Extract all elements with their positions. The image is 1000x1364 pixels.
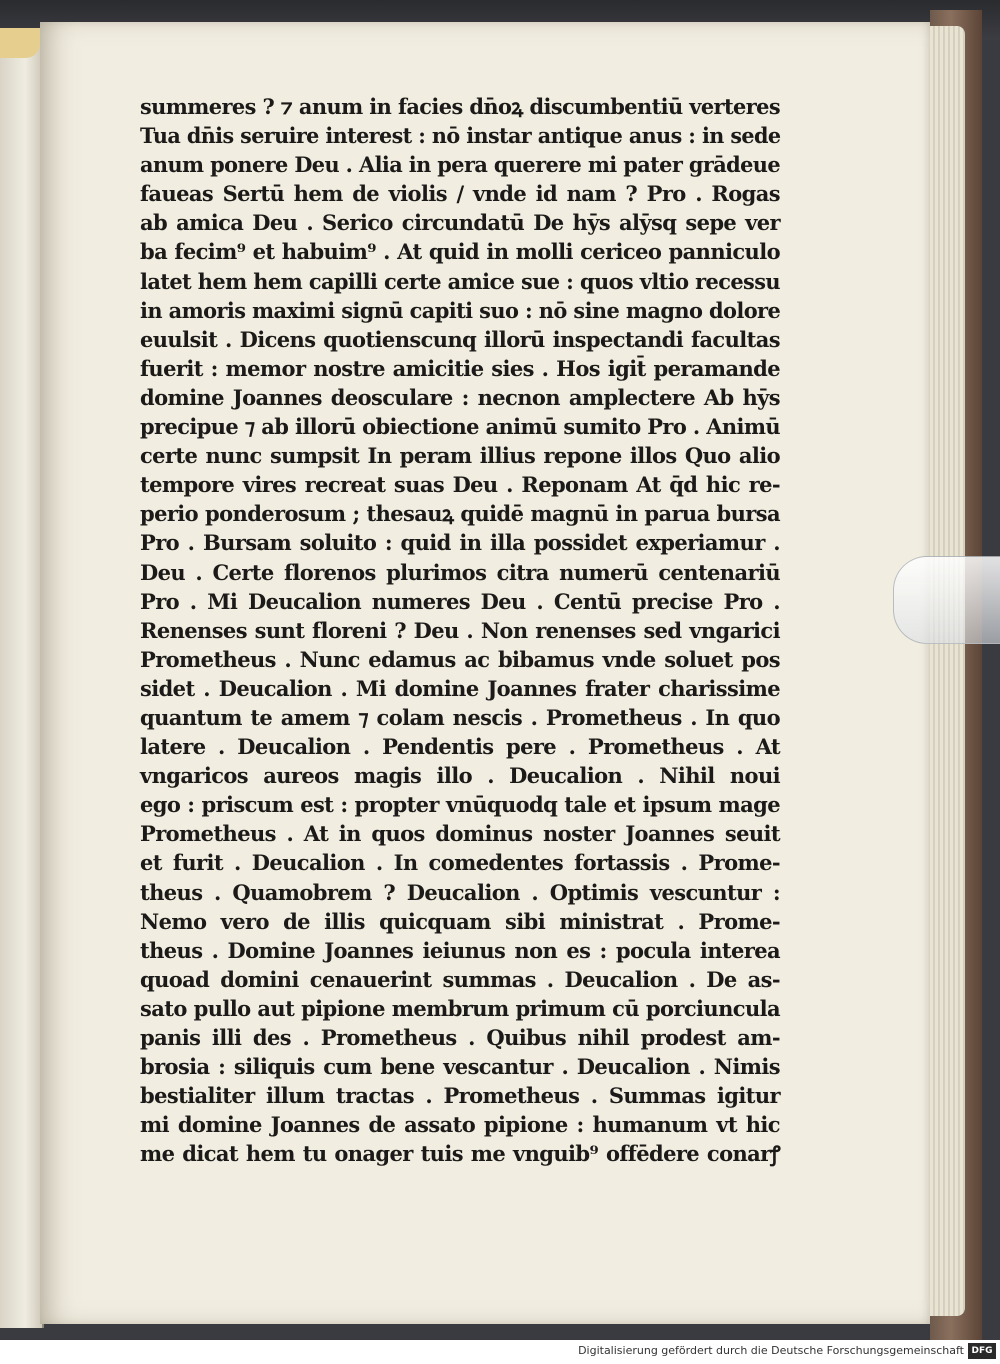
footer-credit: Digitalisierung gefördert durch die Deutsche Forschungsgemeinschaft bbox=[578, 1344, 964, 1357]
text-line: ba fecim⁹ et habuim⁹ . At quid in molli cericeo panniculo bbox=[140, 239, 780, 265]
text-line: latet hem hem capilli certe amice sue : quos vltio recessu bbox=[140, 268, 780, 294]
text-line: certe nunc sumpsit In peram illius repone illos Quo alio bbox=[140, 443, 780, 469]
text-line: perio ponderosum ; thesauꝝ quidē magnū in parua bursa bbox=[140, 501, 780, 527]
text-line: Prometheus . Nunc edamus ac bibamus vnde soluet pos bbox=[140, 646, 780, 672]
text-line: Pro . Bursam soluito : quid in illa possidet experiamur . bbox=[140, 530, 780, 556]
text-line: precipue ⁊ ab illorū obiectione animū sumito Pro . Animū bbox=[140, 414, 781, 440]
text-line: sidet . Deucalion . Mi domine Joannes frater charissime bbox=[140, 675, 780, 701]
text-line: sato pullo aut pipione membrum primum cū porciuncula bbox=[140, 995, 780, 1021]
text-line: Prometheus . At in quos dominus noster Joannes seuit bbox=[140, 821, 780, 847]
facing-page-edge bbox=[0, 28, 44, 1328]
text-line: summeres ? ⁊ anum in facies dn̄oꝝ discumbentiū verteres bbox=[140, 94, 780, 119]
text-line: Tua dn̄is seruire interest : nō instar antique anus : in sede bbox=[140, 123, 781, 149]
text-line: latere . Deucalion . Pendentis pere . Prometheus . At bbox=[140, 734, 780, 760]
text-line: faueas Sertū hem de violis / vnde id nam ? Pro . Rogas bbox=[140, 181, 780, 207]
text-line: et furit . Deucalion . In comedentes fortassis . Prome- bbox=[140, 850, 780, 876]
text-line: Nemo vero de illis quicquam sibi ministrat . Prome- bbox=[140, 908, 780, 934]
text-line: mi domine Joannes de assato pipione : humanum vt hic bbox=[140, 1112, 780, 1138]
text-line: quoad domini cenauerint summas . Deucalion . De as- bbox=[140, 966, 780, 992]
page-corner-tab bbox=[0, 28, 40, 58]
text-line: ego : priscum est : propter vnūquodq tale et ipsum mage bbox=[140, 792, 780, 818]
page-stack-edge bbox=[925, 26, 965, 1316]
text-line: theus . Quamobrem ? Deucalion . Optimis vescuntur : bbox=[140, 879, 780, 905]
text-line: bestialiter illum tractas . Prometheus . Summas igitur bbox=[140, 1083, 780, 1109]
text-line: in amoris maximi signū capiti suo : nō sine magno dolore bbox=[140, 297, 781, 323]
text-line: Renenses sunt floreni ? Deu . Non renenses sed vngarici bbox=[140, 617, 780, 643]
text-line: theus . Domine Joannes ieiunus non es : pocula interea bbox=[140, 937, 780, 963]
text-line: fuerit : memor nostre amicitie sies . Hos igit̄ peramande bbox=[140, 355, 780, 381]
text-line: vngaricos aureos magis illo . Deucalion . Nihil noui bbox=[140, 763, 780, 789]
text-line: Pro . Mi Deucalion numeres Deu . Centū precise Pro . bbox=[140, 588, 780, 614]
text-line: Deu . Certe florenos plurimos citra numerū centenariū bbox=[140, 559, 780, 585]
page-text-block bbox=[140, 92, 780, 1168]
text-line: brosia : siliquis cum bene vescantur . Deucalion . Nimis bbox=[140, 1054, 780, 1080]
text-line: panis illi des . Prometheus . Quibus nihil prodest am- bbox=[140, 1025, 780, 1050]
text-line: ab amica Deu . Serico circundatū De hȳs alȳsq sepe ver bbox=[140, 210, 780, 236]
text-line: anum ponere Deu . Alia in pera querere mi pater grādeue bbox=[140, 152, 780, 178]
dfg-logo-icon: DFG bbox=[968, 1343, 996, 1359]
text-line: euulsit . Dicens quotienscunq illorū inspectandi facultas bbox=[140, 326, 780, 352]
text-line: quantum te amem ⁊ colam nescis . Prometheus . In quo bbox=[140, 704, 780, 730]
page-holder-clip bbox=[893, 556, 1000, 644]
text-line: me dicat hem tu onager tuis me vnguib⁹ offēdere conarꝭ bbox=[140, 1141, 780, 1167]
text-line: domine Joannes deosculare : necnon amplectere Ab hȳs bbox=[140, 384, 780, 410]
footer-bar bbox=[0, 1340, 1000, 1364]
text-line: tempore vires recreat suas Deu . Reponam At q̄d hic re- bbox=[140, 472, 780, 498]
